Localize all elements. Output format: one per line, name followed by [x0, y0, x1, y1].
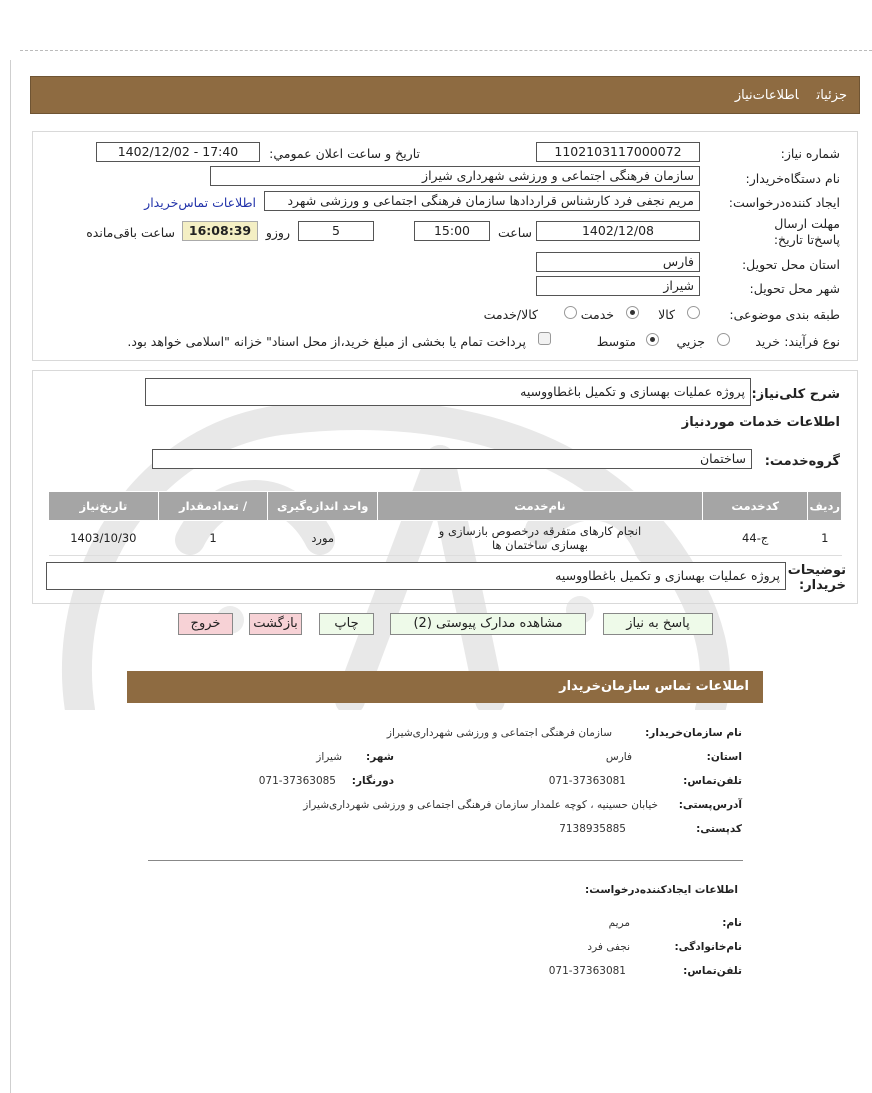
announce-label: تاریخ و ساعت اعلان عمومي:: [269, 146, 420, 161]
col-service-code: کدخدمت: [702, 492, 808, 521]
contact-postal-label: کد‌پستی:: [696, 823, 742, 835]
buyer-org-field: سازمان فرهنگی اجتماعی و ورزشی شهرداری شیراز: [210, 166, 700, 186]
creator-label: ایجاد کننده‌درخواست:: [728, 195, 840, 210]
cell-unit: مورد: [268, 521, 378, 556]
contact-province-value: فارس: [605, 751, 632, 763]
cell-service-code: ج-44: [702, 521, 808, 556]
contact-org-label: نام سازمان‌خریدار:: [645, 727, 742, 739]
tab-need-info[interactable]: اطلاعات‌نیاز: [734, 88, 799, 103]
contact-postal-value: 7138935885: [559, 823, 626, 835]
table-row: [49, 521, 842, 556]
attachments-button[interactable]: مشاهده مدارک پیوستی (2): [390, 613, 586, 635]
contact-phone-value: 071-37363081: [548, 775, 626, 787]
creator-name-value: مریم: [608, 917, 630, 929]
summary-label: شرح کلی‌نیاز:: [751, 387, 840, 402]
col-service-name: نام‌خدمت: [378, 492, 703, 521]
print-button[interactable]: چاپ: [319, 613, 374, 635]
payment-checkbox[interactable]: [538, 332, 551, 345]
exit-button[interactable]: خروج: [178, 613, 233, 635]
page-header: [30, 76, 860, 114]
cell-quantity: 1: [158, 521, 268, 556]
top-divider: [20, 50, 872, 51]
province-label: استان محل تحویل:: [741, 257, 840, 272]
contact-phone-label: تلفن‌تماس:: [683, 775, 742, 787]
col-row: ردیف: [808, 492, 842, 521]
process-partial-label: جزیي: [676, 334, 705, 349]
left-border: [10, 60, 11, 1093]
category-service-radio[interactable]: [626, 306, 639, 319]
creator-name-label: نام:: [722, 917, 742, 929]
creator-info-title: اطلاعات ایجادکننده‌درخواست:: [585, 884, 738, 896]
creator-family-label: نام‌خانوادگی:: [674, 941, 742, 953]
category-goods-service-label: کالا/خدمت: [483, 307, 538, 322]
table-header-row: [49, 492, 842, 521]
services-title: اطلاعات خدمات موردنیاز: [681, 415, 840, 430]
creator-field: مریم نجفی فرد کارشناس قراردادها سازمان فرهنگی اجتماعی و ورزشی شهرد: [264, 191, 700, 211]
deadline-time-field: 15:00: [414, 221, 490, 241]
days-field: 5: [298, 221, 374, 241]
process-buy-label: خرید: [755, 334, 780, 349]
tab-details[interactable]: جزئیات: [816, 88, 847, 103]
buyer-org-label: نام دستگاه‌خریدار:: [745, 171, 840, 186]
buyer-notes-field: پروژه عملیات بهسازی و تکمیل باغطاووسیه: [46, 562, 786, 590]
col-quantity: / تعدادمقدار: [158, 492, 268, 521]
payment-note: پرداخت تمام یا بخشی از مبلغ خرید،از محل اسناد" خزانه "اسلامی خواهد بود.: [127, 334, 526, 349]
cell-service-name: انجام کارهای متفرقه درخصوص بازسازی و بهسازی ساختمان ها: [378, 521, 703, 556]
province-field: فارس: [536, 252, 700, 272]
contact-title: اطلاعات تماس سازمان‌خریدار: [559, 679, 749, 694]
creator-phone-value: 071-37363081: [548, 965, 626, 977]
services-table: [48, 491, 842, 556]
cell-row: 1: [808, 521, 842, 556]
city-label: شهر محل تحویل:: [749, 281, 840, 296]
reply-button[interactable]: پاسخ به نیاز: [603, 613, 713, 635]
city-field: شیراز: [536, 276, 700, 296]
group-label: گروه‌خدمت:: [764, 454, 840, 469]
buyer-notes-label: توضیحات خریدار:: [787, 563, 846, 593]
contact-fax-label: دورنگار:: [351, 775, 394, 787]
contact-header: [127, 671, 763, 703]
contact-org-value: سازمان فرهنگی اجتماعی و ورزشی شهرداری‌شیراز: [386, 727, 612, 739]
contact-city-value: شیراز: [316, 751, 342, 763]
summary-field: پروژه عملیات بهسازی و تکمیل باغطاووسیه: [145, 378, 751, 406]
contact-city-label: شهر:: [366, 751, 394, 763]
group-field: ساختمان: [152, 449, 752, 469]
category-service-label: خدمت: [580, 307, 614, 322]
contact-province-label: استان:: [706, 751, 742, 763]
back-button[interactable]: بازگشت: [249, 613, 302, 635]
remaining-timer: 16:08:39: [182, 221, 258, 241]
process-medium-radio[interactable]: [646, 333, 659, 346]
deadline-label: مهلت ارسال پاسخ‌تا تاریخ:: [773, 216, 840, 247]
creator-family-value: نجفی فرد: [587, 941, 630, 953]
creator-phone-label: تلفن‌تماس:: [683, 965, 742, 977]
cell-need-date: 1403/10/30: [49, 521, 159, 556]
deadline-date-field: 1402/12/08: [536, 221, 700, 241]
process-partial-radio[interactable]: [717, 333, 730, 346]
category-goods-service-radio[interactable]: [564, 306, 577, 319]
contact-fax-value: 071-37363085: [258, 775, 336, 787]
contact-divider: [148, 860, 743, 861]
buyer-contact-link[interactable]: اطلاعات تماس‌خریدار: [144, 195, 256, 210]
remaining-label: ساعت باقی‌مانده: [86, 225, 175, 240]
need-number-field: 1102103117000072: [536, 142, 700, 162]
deadline-time-label: ساعت: [497, 225, 532, 240]
category-goods-radio[interactable]: [687, 306, 700, 319]
col-need-date: تاریخ‌نیاز: [49, 492, 159, 521]
category-label: طبقه بندی موضوعی:: [729, 307, 840, 322]
days-label: روزو: [265, 225, 290, 240]
category-goods-label: کالا: [658, 307, 675, 322]
col-unit: واحد اندازه‌گیری: [268, 492, 378, 521]
contact-address-value: خیابان حسینیه ، کوچه علمدار سازمان فرهنگی اجتماعی و ورزشی شهرداری‌شیراز: [303, 799, 658, 811]
contact-address-label: آدرس‌پستی:: [678, 799, 742, 811]
process-label: نوع فرآیند:: [784, 334, 840, 349]
need-number-label: شماره نیاز:: [780, 146, 840, 161]
announce-field: 1402/12/02 - 17:40: [96, 142, 260, 162]
process-medium-label: متوسط: [596, 334, 636, 349]
